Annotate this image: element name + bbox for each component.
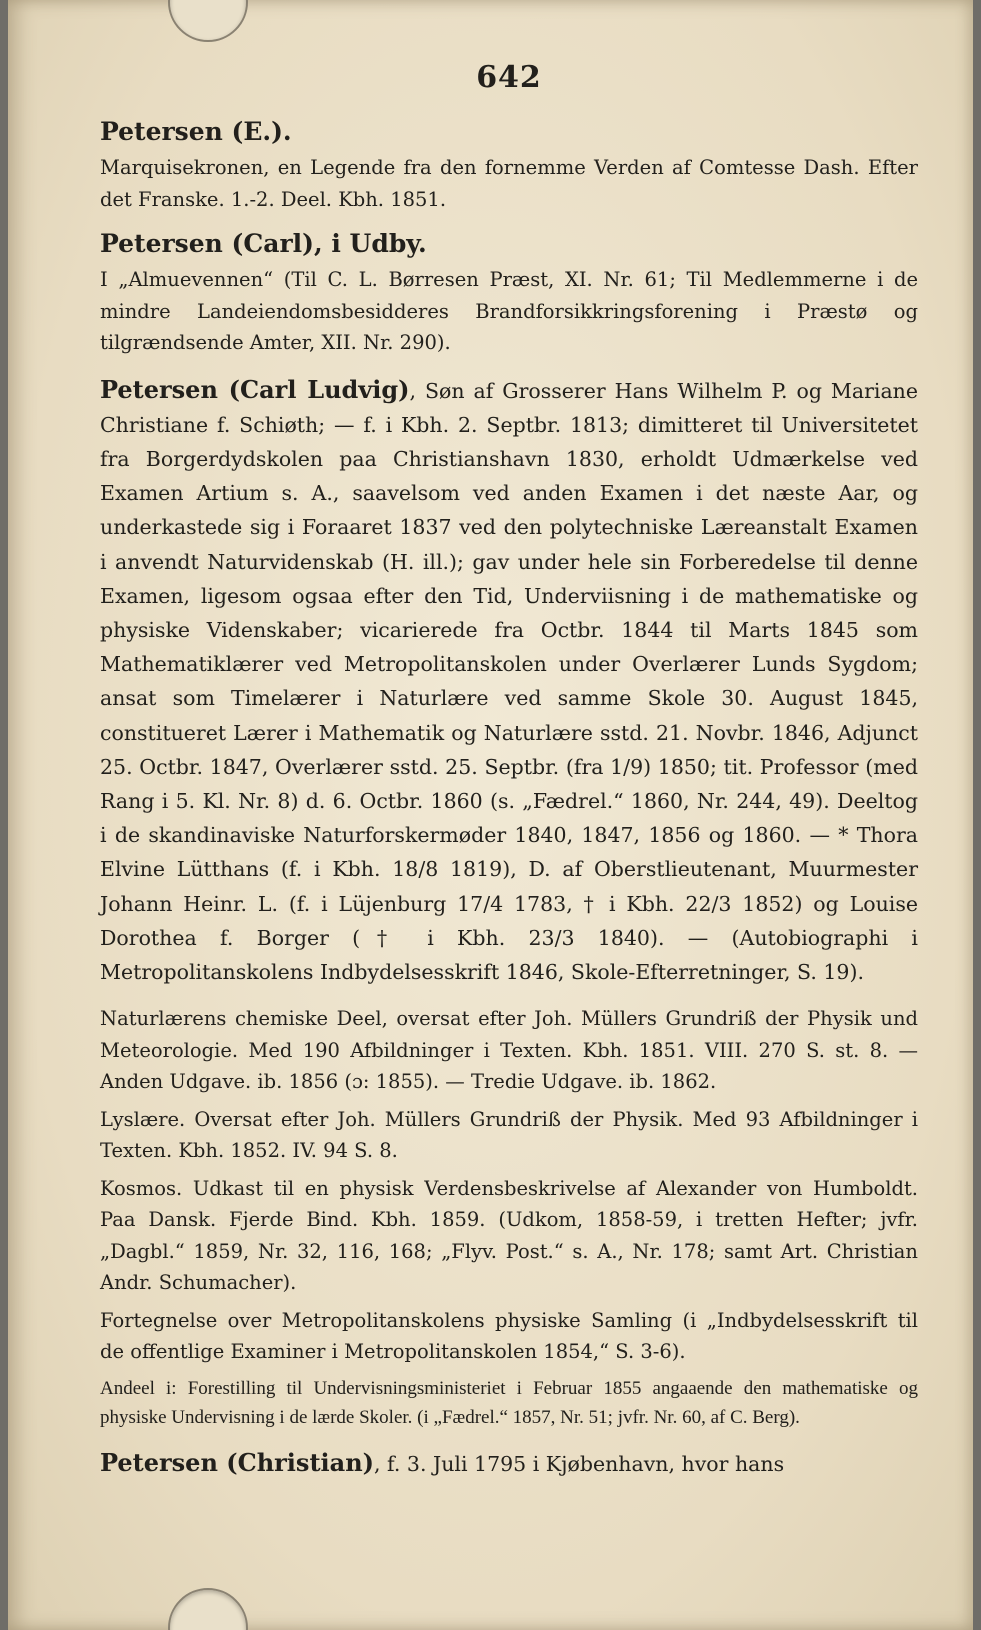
work-item: Naturlærens chemiske Deel, oversat efter Joh. Müllers Grundriß der Physik und Meteorologie. Med 190 Afbildninger i Texten. Kbh. 1851. VIII. 270 S. st. 8. — Anden Udgave. ib. 1856 (ɔ: 1855). — Tredie Udgave. ib. 1862. [100,1007,918,1094]
page-content [100,60,918,1495]
entry-petersen-carl-ludvig [100,373,918,990]
entry-petersen-christian [100,1446,918,1481]
biography-text: , f. 3. Juli 1795 i Kjøbenhavn, hvor hans [374,1451,785,1476]
binding-hole-bottom [168,1588,248,1630]
biography [100,1446,918,1481]
scanned-page [8,0,973,1630]
biography-text: , Søn af Grosserer Hans Wilhelm P. og Mariane Christiane f. Schiøth; — f. i Kbh. 2. Septbr. 1813; dimitteret til Universitetet fra Borgerdydskolen paa Christianshavn 1830, erholdt Udmærkelse ved Examen Artium s. A., saavelsom ved anden Examen i det næste Aar, og underkastede sig i Foraaret 1837 ved den polytechniske Læreanstalt Examen i anvendt Naturvidenskab (H. ill.); gav under hele sin Forberedelse til denne Examen, ligesom ogsaa efter den Tid, Underviisning i de mathematiske og physiske Videnskaber; vicarierede fra Octbr. 1844 til Marts 1845 som Mathematiklærer ved Metropolitanskolen under Overlærer Lunds Sygdom; ansat som Timelærer i Naturlære ved samme Skole 30. August 1845, constitueret Lærer i Mathematik og Naturlære sstd. 21. Novbr. 1846, Adjunct 25. Octbr. 1847, Overlærer sstd. 25. Septbr. (fra 1/9) 1850; tit. Professor (med Rang i 5. Kl. Nr. 8) d. 6. Octbr. 1860 (s. „Fædrel.“ 1860, Nr. 244, 49). Deeltog i de skandinaviske Naturforskermøder 1840, 1847, 1856 og 1860. — * Thora Elvine Lütthans (f. i Kbh. 18/8 1819), D. af Oberstlieutenant, Muurmester Johann Heinr. L. (f. i Lüjenburg 17/4 1783, † i Kbh. 22/3 1852) og Louise Dorothea f. Borger († i Kbh. 23/3 1840). — (Autobiographi i Metropolitanskolens Indbydelsesskrift 1846, Skole-Efterretninger, S. 19). [100,378,919,984]
entry-heading: Petersen (Carl), i Udby. [100,229,427,258]
page-number: 642 [476,60,542,95]
work-item: Lyslære. Oversat efter Joh. Müllers Grundriß der Physik. Med 93 Afbildninger i Texten. Kbh. 1852. IV. 94 S. 8. [100,1107,918,1163]
work-item: I „Almuevennen“ (Til C. L. Børresen Præst, XI. Nr. 61; Til Medlemmerne i de mindre Landeiendomsbesidderes Brandforsikkringsforening i Præstø og tilgrændsende Amter, XII. Nr. 290). [100,268,918,354]
entry-heading: Petersen (Carl Ludvig) [100,374,410,404]
entry-heading: Petersen (E.). [100,117,292,146]
work-item: Andeel i: Forestilling til Undervisningsministeriet i Februar 1855 angaaende den mathematiske og physiske Undervisning i de lærde Skoler. (i „Fædrel.“ 1857, Nr. 51; jvfr. Nr. 60, af C. Berg). [100,1377,918,1428]
entry-petersen-carl [100,229,918,359]
entry-petersen-e [100,117,918,215]
binding-hole-top [168,0,248,42]
work-item: Kosmos. Udkast til en physisk Verdensbeskrivelse af Alexander von Humboldt. Paa Dansk. Fjerde Bind. Kbh. 1859. (Udkom, 1858-59, i tretten Hefter; jvfr. „Dagbl.“ 1859, Nr. 32, 116, 168; „Flyv. Post.“ s. A., Nr. 178; samt Art. Christian Andr. Schumacher). [100,1176,918,1295]
works-list [100,1003,918,1432]
work-item: Fortegnelse over Metropolitanskolens physiske Samling (i „Indbydelsesskrift til de offentlige Examiner i Metropolitanskolen 1854,“ S. 3-6). [100,1308,918,1364]
biography [100,373,918,990]
work-item: Marquisekronen, en Legende fra den fornemme Verden af Comtesse Dash. Efter det Franske. 1.-2. Deel. Kbh. 1851. [100,156,918,211]
entry-heading: Petersen (Christian) [100,1447,374,1477]
